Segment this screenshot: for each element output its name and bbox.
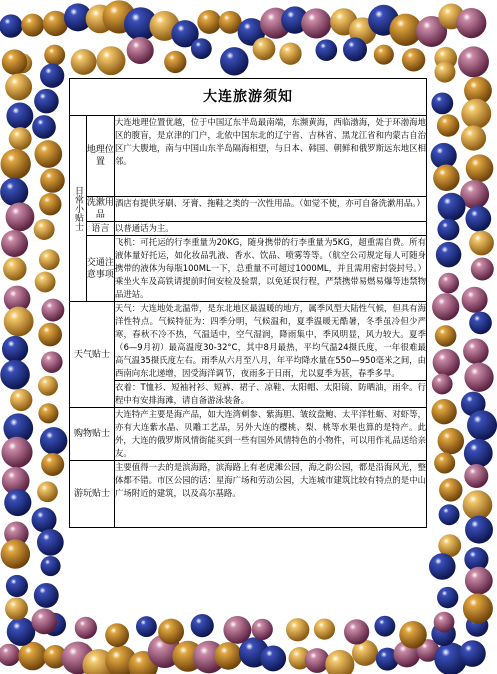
bauble-ornament xyxy=(316,39,338,61)
bauble-ornament xyxy=(0,644,20,666)
bauble-ornament xyxy=(5,74,32,101)
bauble-ornament xyxy=(461,392,486,417)
bauble-ornament xyxy=(462,287,488,313)
bauble-ornament xyxy=(438,534,461,557)
bauble-ornament xyxy=(343,37,367,61)
bauble-ornament xyxy=(344,619,369,644)
bauble-ornament xyxy=(128,651,158,674)
text-weather-clothing: 衣着：T恤衫、短袖衬衫、短裤、裙子、凉鞋、太阳帽、太阳镜、防晒油，雨伞。行程中有安排海滩，请自备游泳装备。 xyxy=(115,381,427,408)
bauble-ornament xyxy=(40,427,67,454)
bauble-ornament xyxy=(465,206,491,232)
bauble-ornament xyxy=(437,114,459,136)
bauble-ornament xyxy=(431,399,456,424)
bauble-ornament xyxy=(435,325,457,347)
bauble-ornament xyxy=(376,648,399,671)
bauble-ornament xyxy=(464,363,493,392)
bauble-ornament xyxy=(41,299,64,322)
bauble-ornament xyxy=(252,619,273,640)
category-daily-tips: 日常小贴士 xyxy=(70,116,87,302)
bauble-ornament xyxy=(438,273,459,294)
label-language: 语言 xyxy=(86,222,114,236)
bauble-ornament xyxy=(37,481,58,502)
bauble-ornament xyxy=(164,51,186,73)
bauble-ornament xyxy=(463,490,493,520)
bauble-ornament xyxy=(32,115,56,139)
bauble-ornament xyxy=(433,349,460,376)
bauble-ornament xyxy=(330,8,357,35)
bauble-ornament xyxy=(260,8,291,39)
category-shopping: 购物贴士 xyxy=(70,408,115,461)
bauble-ornament xyxy=(465,516,493,544)
bauble-ornament xyxy=(220,47,248,75)
bauble-ornament xyxy=(86,4,115,33)
bauble-ornament xyxy=(1,437,32,468)
bauble-ornament xyxy=(281,6,308,33)
bauble-ornament xyxy=(0,14,23,37)
bauble-ornament xyxy=(43,11,68,36)
bauble-ornament xyxy=(34,140,62,168)
bauble-ornament xyxy=(436,242,461,267)
bauble-ornament xyxy=(439,478,462,501)
bauble-ornament xyxy=(466,614,488,636)
bauble-ornament xyxy=(437,219,459,241)
bauble-ornament xyxy=(279,43,301,65)
bauble-ornament xyxy=(10,389,32,411)
bauble-ornament xyxy=(136,616,157,637)
bauble-ornament xyxy=(6,202,35,231)
bauble-ornament xyxy=(456,8,486,38)
text-weather-climate: 天气：大连地处北温带，是东北地区最温暖的地方，属季风型大陆性气候，但具有海洋性特点。气候特征为：四季分明，气候温和，夏季温暖无酷暑，冬季虽冷但少严寒，春秋不冷不热，气温适中，空气湿润，降雨集中，季风明显，风力较大。夏季（6—9月初）最高温度30-32°C，其中8月最热，平均气温24摄氏度，一年很难最高气温35摄氏度左右。雨季从六月至八月，年平均降水量在550—950毫米之间，由西南向东北递增，因受海洋调节，夜雨多于日雨，尤以夏季为甚，春季多旱。 xyxy=(115,302,427,381)
bauble-ornament xyxy=(417,639,440,662)
bauble-ornament xyxy=(438,193,466,221)
bauble-ornament xyxy=(34,219,55,240)
bauble-ornament xyxy=(459,640,486,667)
bauble-ornament xyxy=(9,127,32,150)
bauble-ornament xyxy=(461,99,491,129)
bauble-ornament xyxy=(18,642,46,670)
bauble-ornament xyxy=(6,575,28,597)
bauble-ornament xyxy=(105,623,129,647)
bauble-ornament xyxy=(97,46,126,75)
bauble-ornament xyxy=(431,143,457,169)
bauble-ornament xyxy=(432,293,459,320)
bauble-ornament xyxy=(464,77,492,105)
bauble-ornament xyxy=(2,49,27,74)
bauble-ornament xyxy=(239,637,269,667)
bauble-ornament xyxy=(286,618,309,641)
bauble-ornament xyxy=(35,272,56,293)
bauble-ornament xyxy=(402,48,425,71)
bauble-ornament xyxy=(124,7,157,40)
bauble-ornament xyxy=(0,360,30,390)
bauble-ornament xyxy=(21,14,44,37)
bauble-ornament xyxy=(3,413,33,443)
bauble-ornament xyxy=(349,17,376,44)
bauble-ornament xyxy=(43,645,66,668)
bauble-ornament xyxy=(44,45,65,66)
bauble-ornament xyxy=(429,553,456,580)
bauble-ornament xyxy=(3,257,26,280)
bauble-ornament xyxy=(40,556,60,576)
bauble-ornament xyxy=(0,178,28,206)
bauble-ornament xyxy=(148,634,182,668)
bauble-ornament xyxy=(105,646,136,674)
bauble-ornament xyxy=(464,547,488,571)
bauble-ornament xyxy=(4,307,34,337)
bauble-ornament xyxy=(432,374,453,395)
label-location: 地理位置 xyxy=(86,116,114,197)
text-toiletries: 酒店有提供牙刷、牙膏、拖鞋之类的一次性用品。（如觉不使，亦可自备洗漱用品。） xyxy=(115,197,427,222)
bauble-ornament xyxy=(434,62,455,83)
bauble-ornament xyxy=(460,52,481,73)
bauble-ornament xyxy=(431,92,453,114)
bauble-ornament xyxy=(464,439,493,468)
travel-notice-table xyxy=(69,78,427,528)
page-title: 大连旅游须知 xyxy=(70,79,427,116)
bauble-ornament xyxy=(2,336,28,362)
category-sightseeing: 游玩贴士 xyxy=(70,461,115,528)
bauble-ornament xyxy=(62,642,95,674)
label-toiletries: 洗漱用品 xyxy=(86,198,114,220)
text-transport: 飞机：可托运的行李重量为20KG，随身携带的行李重量为5KG，超重需自费。所有液体量好托运，如化妆品乳液、香水、饮品、喷雾等等。（航空公司规定每人可随身携带的液体为每瓶100ML一下，总重量不可超过1000ML，并且需用密封袋封号。）乘坐火车及高铁请提前时间安检及验票，以免延误行程，严禁携带易燃易爆等违禁物品进站。 xyxy=(115,236,427,302)
text-language: 以普通话为主。 xyxy=(115,222,427,236)
bauble-ornament xyxy=(41,351,63,373)
bauble-ornament xyxy=(314,618,335,639)
bauble-ornament xyxy=(437,587,458,608)
bauble-ornament xyxy=(464,464,488,488)
bauble-ornament xyxy=(0,149,30,179)
bauble-ornament xyxy=(215,642,243,670)
bauble-ornament xyxy=(5,597,28,620)
bauble-ornament xyxy=(438,3,464,29)
bauble-ornament xyxy=(253,37,276,60)
text-shopping: 大连特产主要是海产品，如大连湾刺参、紫海胆、皱纹盘鲍、太平洋牡蛎、对虾等，亦有大连紫水晶、贝雕工艺品，另外大连的樱桃、梨、桃等水果也算的是特产。此外，大连的俄罗斯风情街能买到一些有国外风情特色的小物件，可以用作礼品送给亲友。 xyxy=(115,408,427,461)
text-location: 大连地理位置优越，位于中国辽东半岛最南端，东濒黄海，西临渤海，处于环渤海地区的腹盲，是京津的门户，北依中国东北的辽宁省、吉林省、黑龙江省和内蒙古自治区广大腹地，南与中国山东半岛隔海相望，与日本、韩国、朝鲜和俄罗斯远东地区相邻。 xyxy=(115,116,427,197)
bauble-ornament xyxy=(82,649,115,674)
bauble-ornament xyxy=(374,45,394,65)
bauble-ornament xyxy=(158,619,184,645)
bauble-ornament xyxy=(32,507,57,532)
bauble-ornament xyxy=(6,103,33,130)
bauble-ornament xyxy=(399,621,427,649)
bauble-ornament xyxy=(31,609,57,635)
bauble-ornament xyxy=(34,583,59,608)
bauble-ornament xyxy=(4,521,28,545)
bauble-ornament xyxy=(71,49,97,75)
bauble-ornament xyxy=(434,612,455,633)
bauble-ornament xyxy=(41,453,64,476)
bauble-ornament xyxy=(301,8,331,38)
bauble-ornament xyxy=(393,641,420,668)
bauble-ornament xyxy=(368,5,399,36)
bauble-ornament xyxy=(127,37,154,64)
bauble-ornament xyxy=(102,0,135,33)
bauble-ornament xyxy=(460,180,489,209)
bauble-ornament xyxy=(352,640,378,666)
bauble-ornament xyxy=(75,617,97,639)
bauble-ornament xyxy=(434,452,455,473)
bauble-ornament xyxy=(1,539,30,568)
bauble-ornament xyxy=(40,168,65,193)
bauble-ornament xyxy=(193,641,226,674)
bauble-ornament xyxy=(463,593,493,623)
bauble-ornament xyxy=(434,642,467,674)
bauble-ornament xyxy=(2,467,30,495)
bauble-ornament xyxy=(466,154,494,182)
bauble-ornament xyxy=(37,529,64,556)
bauble-ornament xyxy=(469,312,492,335)
bauble-ornament xyxy=(416,16,447,47)
bauble-ornament xyxy=(43,613,66,636)
bauble-ornament xyxy=(434,47,457,70)
bauble-ornament xyxy=(171,20,198,47)
bauble-ornament xyxy=(172,641,203,672)
bauble-ornament xyxy=(149,11,179,41)
bauble-ornament xyxy=(38,323,62,347)
bauble-ornament xyxy=(439,504,460,525)
bauble-ornament xyxy=(467,410,497,440)
bauble-ornament xyxy=(471,257,494,280)
bauble-ornament xyxy=(4,286,31,313)
bauble-ornament xyxy=(64,3,92,31)
bauble-ornament xyxy=(374,616,395,637)
bauble-ornament xyxy=(191,614,214,637)
text-sightseeing: 主要值得一去的是滨海路，滨海路上有老虎滩公园，海之韵公园，都是沿海风光，整体都不错。市区公园的话：星海广场和劳动公园，大连城市建筑比较有特点的是中山广场附近的建筑，以及高尔基路。 xyxy=(115,461,427,528)
bauble-ornament xyxy=(463,338,489,364)
bauble-ornament xyxy=(39,193,61,215)
bauble-ornament xyxy=(465,567,493,595)
bauble-ornament xyxy=(219,11,242,34)
bauble-ornament xyxy=(238,18,266,46)
bauble-ornament xyxy=(223,616,251,644)
bauble-ornament xyxy=(191,38,212,59)
bauble-ornament xyxy=(38,376,58,396)
bauble-ornament xyxy=(39,249,60,270)
bauble-ornament xyxy=(197,10,221,34)
bauble-ornament xyxy=(7,617,36,646)
bauble-ornament xyxy=(433,165,459,191)
bauble-ornament xyxy=(12,53,32,73)
bauble-ornament xyxy=(389,14,421,46)
bauble-ornament xyxy=(40,64,64,88)
bauble-ornament xyxy=(461,125,486,150)
bauble-ornament xyxy=(438,428,464,454)
category-weather: 天气贴士 xyxy=(70,302,115,408)
bauble-ornament xyxy=(38,403,58,423)
bauble-ornament xyxy=(289,647,311,669)
label-transport: 交通注意事项 xyxy=(86,236,114,302)
bauble-ornament xyxy=(4,489,31,516)
bauble-ornament xyxy=(305,648,330,673)
bauble-ornament xyxy=(1,230,28,257)
bauble-ornament xyxy=(325,650,354,674)
bauble-ornament xyxy=(34,89,59,114)
bauble-ornament xyxy=(431,622,455,646)
bauble-ornament xyxy=(469,231,494,256)
bauble-ornament xyxy=(458,46,489,77)
bauble-ornament xyxy=(260,646,286,672)
